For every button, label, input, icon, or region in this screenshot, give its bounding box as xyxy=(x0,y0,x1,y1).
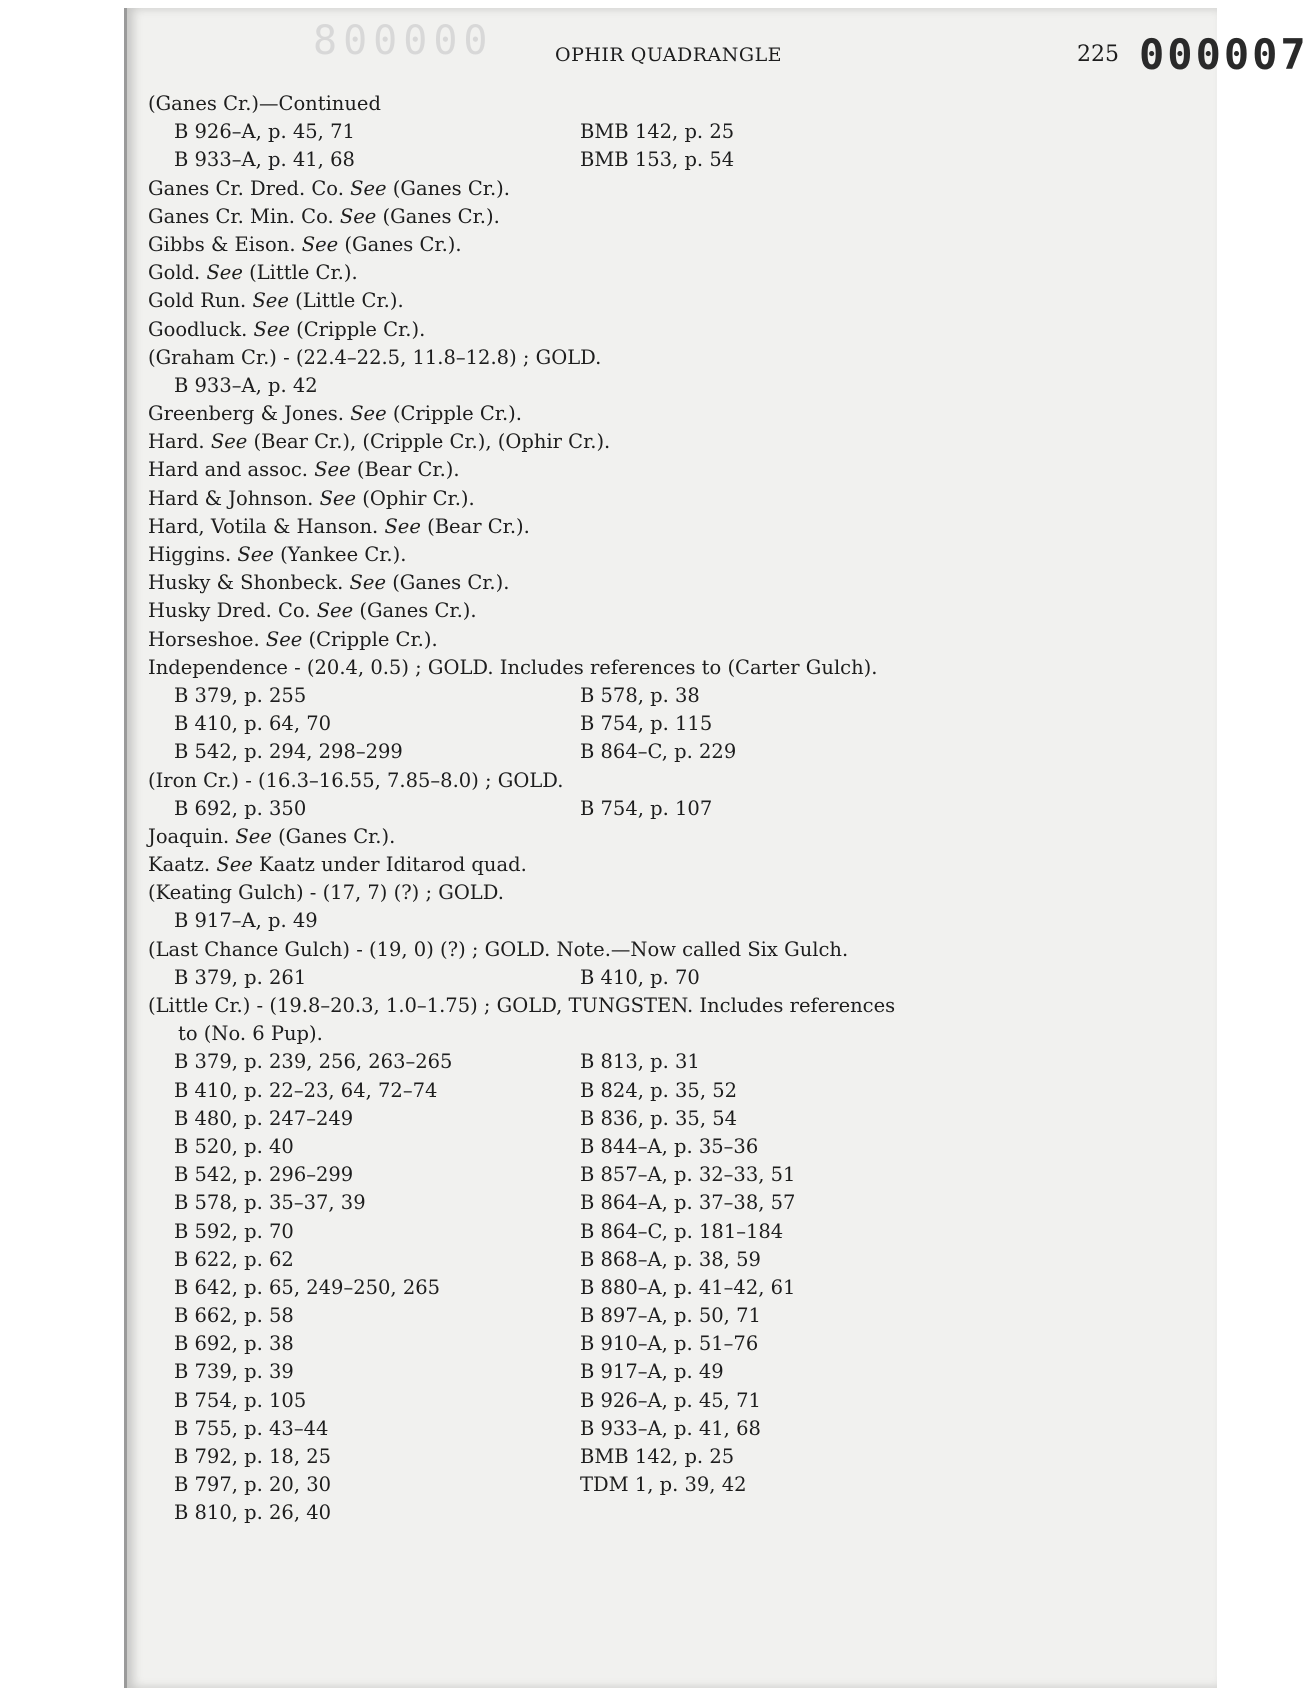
reference-row xyxy=(148,1105,1048,1133)
index-entries xyxy=(148,90,1048,1528)
reference-row xyxy=(148,1443,1048,1471)
entry-heading-text: (Last Chance Gulch) - (19, 0) (?) ; GOLD. Note.—Now called Six Gulch. xyxy=(148,937,849,961)
reference-right: BMB 142, p. 25 xyxy=(580,1445,735,1468)
entry-name: Husky Dred. Co. xyxy=(148,599,311,623)
see-target: (Bear Cr.). xyxy=(427,514,530,538)
see-reference-line xyxy=(148,626,438,654)
see-label: See xyxy=(350,402,387,426)
see-reference-entry xyxy=(148,485,1048,513)
see-label: See xyxy=(339,204,377,228)
reference-right: B 897–A, p. 50, 71 xyxy=(580,1304,761,1328)
see-label: See xyxy=(216,853,253,877)
see-reference-line xyxy=(148,456,460,484)
see-reference-entry xyxy=(148,316,1048,344)
entry-name: Higgins. xyxy=(148,543,232,566)
entry-continuation-text: to (No. 6 Pup). xyxy=(178,1022,323,1046)
see-reference-line xyxy=(148,541,406,569)
reference-left: B 480, p. 247–249 xyxy=(174,1106,354,1130)
reference-right: B 824, p. 35, 52 xyxy=(580,1078,738,1102)
reference-right: B 910–A, p. 51–76 xyxy=(580,1332,759,1356)
reference-row xyxy=(148,146,1048,174)
entry-heading-text: (Graham Cr.) - (22.4–22.5, 11.8–12.8) ; GOLD. xyxy=(148,345,602,369)
entry-continuation xyxy=(148,1020,1048,1048)
see-target: (Little Cr.). xyxy=(295,289,404,313)
see-reference-entry xyxy=(148,175,1048,203)
see-label: See xyxy=(253,317,290,341)
entry-heading xyxy=(148,654,1048,682)
reference-row xyxy=(148,710,1048,738)
entry-heading xyxy=(148,767,1048,795)
see-reference-entry xyxy=(148,569,1048,597)
see-target: (Cripple Cr.). xyxy=(392,402,522,426)
reference-row xyxy=(148,1133,1048,1161)
see-target: (Bear Cr.), (Cripple Cr.), (Ophir Cr.). xyxy=(253,430,611,454)
page-number: 225 xyxy=(1077,42,1119,67)
see-reference-line xyxy=(148,287,404,315)
see-reference-entry xyxy=(148,428,1048,456)
reference-row xyxy=(148,1246,1048,1274)
reference-right: B 857–A, p. 32–33, 51 xyxy=(580,1163,796,1187)
see-label: See xyxy=(319,486,357,510)
entry-heading-text: Independence - (20.4, 0.5) ; GOLD. Includes references to (Carter Gulch). xyxy=(148,655,878,679)
reference-left: B 379, p. 261 xyxy=(174,965,307,989)
reference-right: B 754, p. 115 xyxy=(580,712,713,736)
see-target: (Bear Cr.). xyxy=(356,458,460,482)
reference-right: B 578, p. 38 xyxy=(580,683,700,707)
entry-name: Gold Run. xyxy=(148,289,247,313)
reference-row xyxy=(148,1161,1048,1189)
reference-right: B 864–A, p. 37–38, 57 xyxy=(580,1191,796,1215)
reference-left: B 379, p. 239, 256, 263–265 xyxy=(174,1050,453,1074)
reference-right: B 933–A, p. 41, 68 xyxy=(580,1416,761,1440)
entry-name: Gibbs & Eison. xyxy=(148,232,296,256)
reference-right: BMB 153, p. 54 xyxy=(580,148,735,172)
see-reference-entry xyxy=(148,541,1048,569)
see-label: See xyxy=(314,458,351,482)
see-label: See xyxy=(235,824,272,848)
entry-name: Ganes Cr. Min. Co. xyxy=(148,204,334,228)
entry-name: Hard and assoc. xyxy=(148,458,308,482)
see-reference-entry xyxy=(148,851,1048,879)
see-target: (Little Cr.). xyxy=(249,261,358,285)
see-target: (Cripple Cr.). xyxy=(308,627,438,651)
entry-heading xyxy=(148,936,1048,964)
reference-right: B 836, p. 35, 54 xyxy=(580,1106,738,1130)
see-reference-line xyxy=(148,569,509,597)
entry-name: Gold. xyxy=(148,261,201,285)
entry-name: Hard. xyxy=(148,430,205,454)
see-reference-entry xyxy=(148,823,1048,851)
see-reference-line xyxy=(148,259,358,287)
reference-left: B 578, p. 35–37, 39 xyxy=(174,1191,366,1215)
reference-right: B 864–C, p. 181–184 xyxy=(580,1219,784,1243)
see-target: (Ganes Cr.). xyxy=(392,176,510,200)
entry-name: Hard & Johnson. xyxy=(148,486,314,510)
reference-left: B 692, p. 350 xyxy=(174,796,307,820)
reference-row xyxy=(148,738,1048,766)
reference-row xyxy=(148,118,1048,146)
see-label: See xyxy=(301,232,339,256)
reference-row xyxy=(148,907,1048,935)
entry-heading xyxy=(148,992,1048,1020)
see-label: See xyxy=(349,571,386,595)
see-target: (Yankee Cr.). xyxy=(280,543,407,566)
see-label: See xyxy=(210,430,248,454)
reference-left: B 520, p. 40 xyxy=(174,1134,294,1158)
see-label: See xyxy=(206,261,243,285)
page-title: OPHIR QUADRANGLE xyxy=(555,44,783,66)
reference-right: TDM 1, p. 39, 42 xyxy=(580,1473,747,1497)
see-target: (Ganes Cr.). xyxy=(392,571,510,595)
reference-left: B 622, p. 62 xyxy=(174,1247,294,1271)
reference-left: B 933–A, p. 41, 68 xyxy=(174,148,355,172)
entry-name: Husky & Shonbeck. xyxy=(148,571,344,595)
reference-left: B 642, p. 65, 249–250, 265 xyxy=(174,1275,441,1299)
reference-row xyxy=(148,1499,1048,1527)
faded-stamp-number: 800000 xyxy=(313,18,494,64)
reference-row xyxy=(148,1471,1048,1499)
entry-heading-text: (Keating Gulch) - (17, 7) (?) ; GOLD. xyxy=(148,881,504,905)
reference-row xyxy=(148,682,1048,710)
reference-right: B 844–A, p. 35–36 xyxy=(580,1134,759,1158)
reference-left: B 662, p. 58 xyxy=(174,1304,294,1328)
entry-heading xyxy=(148,90,1048,118)
see-reference-line xyxy=(148,316,425,344)
reference-right: B 868–A, p. 38, 59 xyxy=(580,1247,761,1271)
entry-name: Horseshoe. xyxy=(148,627,260,651)
reference-left: B 739, p. 39 xyxy=(174,1360,294,1384)
reference-left: B 410, p. 22–23, 64, 72–74 xyxy=(174,1078,438,1102)
reference-row xyxy=(148,1415,1048,1443)
reference-left: B 592, p. 70 xyxy=(174,1219,294,1243)
reference-left: B 379, p. 255 xyxy=(174,683,307,707)
see-reference-line xyxy=(148,428,610,456)
see-target: (Ganes Cr.). xyxy=(382,204,500,228)
see-reference-line xyxy=(148,851,527,879)
see-reference-entry xyxy=(148,597,1048,625)
reference-left: B 797, p. 20, 30 xyxy=(174,1473,332,1497)
see-label: See xyxy=(265,627,303,651)
see-label: See xyxy=(384,514,421,538)
entry-heading-text: (Little Cr.) - (19.8–20.3, 1.0–1.75) ; GOLD, TUNGSTEN. Includes references xyxy=(148,994,896,1017)
see-label: See xyxy=(350,176,387,200)
see-reference-line xyxy=(148,597,477,625)
reference-right: B 754, p. 107 xyxy=(580,796,713,820)
reference-left: B 755, p. 43–44 xyxy=(174,1416,329,1440)
reference-right: B 813, p. 31 xyxy=(580,1050,700,1074)
reference-row xyxy=(148,1077,1048,1105)
see-label: See xyxy=(237,543,274,566)
reference-right: B 864–C, p. 229 xyxy=(580,740,737,764)
see-reference-entry xyxy=(148,231,1048,259)
reference-left: B 542, p. 294, 298–299 xyxy=(174,740,403,764)
reference-row xyxy=(148,1048,1048,1076)
reference-left: B 410, p. 64, 70 xyxy=(174,712,332,736)
reference-right: B 917–A, p. 49 xyxy=(580,1360,724,1384)
see-target: (Ganes Cr.). xyxy=(359,599,477,623)
entry-name: Hard, Votila & Hanson. xyxy=(148,514,379,538)
entry-name: Greenberg & Jones. xyxy=(148,402,344,426)
see-target: (Ganes Cr.). xyxy=(278,824,396,848)
entry-heading xyxy=(148,344,1048,372)
entry-name: Joaquin. xyxy=(148,824,230,848)
reference-row xyxy=(148,1218,1048,1246)
reference-row xyxy=(148,1189,1048,1217)
entry-heading xyxy=(148,879,1048,907)
reference-left: B 810, p. 26, 40 xyxy=(174,1501,332,1525)
reference-right: B 880–A, p. 41–42, 61 xyxy=(580,1275,796,1299)
reference-right: B 410, p. 70 xyxy=(580,965,700,989)
reference-left: B 542, p. 296–299 xyxy=(174,1163,354,1187)
see-reference-line xyxy=(148,823,395,851)
see-target: (Cripple Cr.). xyxy=(296,317,426,341)
entry-name: Kaatz. xyxy=(148,853,211,877)
reference-left: B 933–A, p. 42 xyxy=(174,373,318,397)
see-reference-line xyxy=(148,231,462,259)
reference-right: B 926–A, p. 45, 71 xyxy=(580,1388,761,1412)
see-reference-entry xyxy=(148,626,1048,654)
see-label: See xyxy=(316,599,354,623)
see-target: (Ophir Cr.). xyxy=(362,486,475,510)
see-reference-line xyxy=(148,485,475,513)
see-target: (Ganes Cr.). xyxy=(344,232,462,256)
see-reference-entry xyxy=(148,287,1048,315)
see-reference-line xyxy=(148,400,522,428)
see-reference-line xyxy=(148,513,530,541)
reference-row xyxy=(148,372,1048,400)
entry-name: Ganes Cr. Dred. Co. xyxy=(148,176,344,200)
see-reference-entry xyxy=(148,259,1048,287)
entry-heading-text: (Ganes Cr.)—Continued xyxy=(148,92,381,115)
reference-left: B 692, p. 38 xyxy=(174,1332,294,1356)
reference-left: B 792, p. 18, 25 xyxy=(174,1445,332,1468)
reference-row xyxy=(148,1358,1048,1386)
see-reference-entry xyxy=(148,513,1048,541)
entry-heading-text: (Iron Cr.) - (16.3–16.55, 7.85–8.0) ; GOLD. xyxy=(148,768,564,792)
reference-row xyxy=(148,795,1048,823)
see-target: Kaatz under Iditarod quad. xyxy=(259,853,527,877)
see-label: See xyxy=(252,289,289,313)
stamp-number: 000007 xyxy=(1139,30,1309,79)
reference-row xyxy=(148,1387,1048,1415)
see-reference-line xyxy=(148,203,500,231)
see-reference-entry xyxy=(148,456,1048,484)
entry-name: Goodluck. xyxy=(148,317,248,341)
reference-left: B 754, p. 105 xyxy=(174,1388,307,1412)
reference-row xyxy=(148,1330,1048,1358)
see-reference-line xyxy=(148,175,510,203)
reference-left: B 926–A, p. 45, 71 xyxy=(174,120,355,144)
reference-row xyxy=(148,964,1048,992)
reference-right: BMB 142, p. 25 xyxy=(580,120,735,144)
see-reference-entry xyxy=(148,203,1048,231)
reference-row xyxy=(148,1302,1048,1330)
reference-left: B 917–A, p. 49 xyxy=(174,909,318,933)
reference-row xyxy=(148,1274,1048,1302)
see-reference-entry xyxy=(148,400,1048,428)
